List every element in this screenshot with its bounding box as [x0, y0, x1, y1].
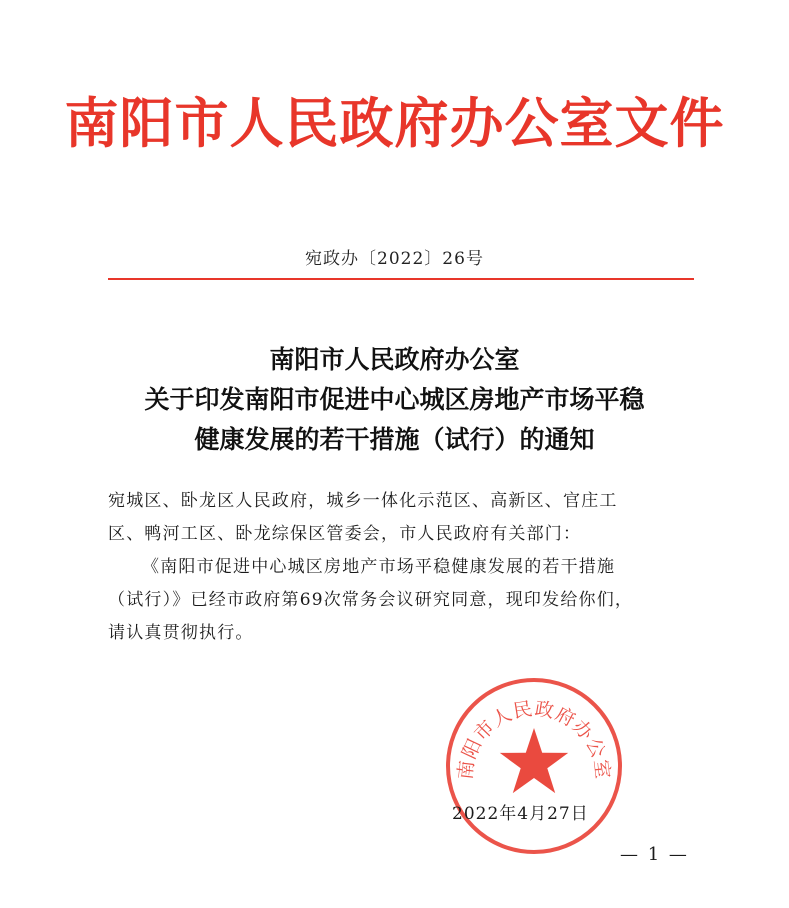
notice-title-line-2: 关于印发南阳市促进中心城区房地产市场平稳: [144, 385, 645, 414]
paragraph-line-3: 请认真贯彻执行。: [108, 623, 254, 643]
page-number: — 1 —: [620, 844, 689, 865]
notice-title-line-1: 南阳市人民政府办公室: [269, 345, 520, 374]
notice-title: [0, 340, 789, 460]
notice-title-line-3: 健康发展的若干措施（试行）的通知: [194, 425, 595, 454]
official-seal-stamp: [444, 676, 624, 856]
seal-star-icon: [500, 728, 568, 793]
signing-date: 2022年4月27日: [452, 804, 589, 824]
document-number: 宛政办〔2022〕26号: [305, 249, 484, 269]
seal-text: 南阳市人民政府办公室: [454, 697, 614, 781]
paragraph-line-1: 《南阳市促进中心城区房地产市场平稳健康发展的若干措施: [142, 557, 616, 577]
paragraph-line-2: （试行）》已经市政府第69次常务会议研究同意，现印发给你们，: [108, 590, 634, 610]
notice-body: [108, 485, 698, 650]
recipients-line-1: 宛城区、卧龙区人民政府，城乡一体化示范区、高新区、官庄工: [108, 491, 618, 511]
recipients-line-2: 区、鸭河工区、卧龙综保区管委会，市人民政府有关部门：: [108, 524, 582, 544]
red-divider-line: [108, 278, 694, 280]
issuer-header-title: 南阳市人民政府办公室文件: [64, 91, 725, 155]
